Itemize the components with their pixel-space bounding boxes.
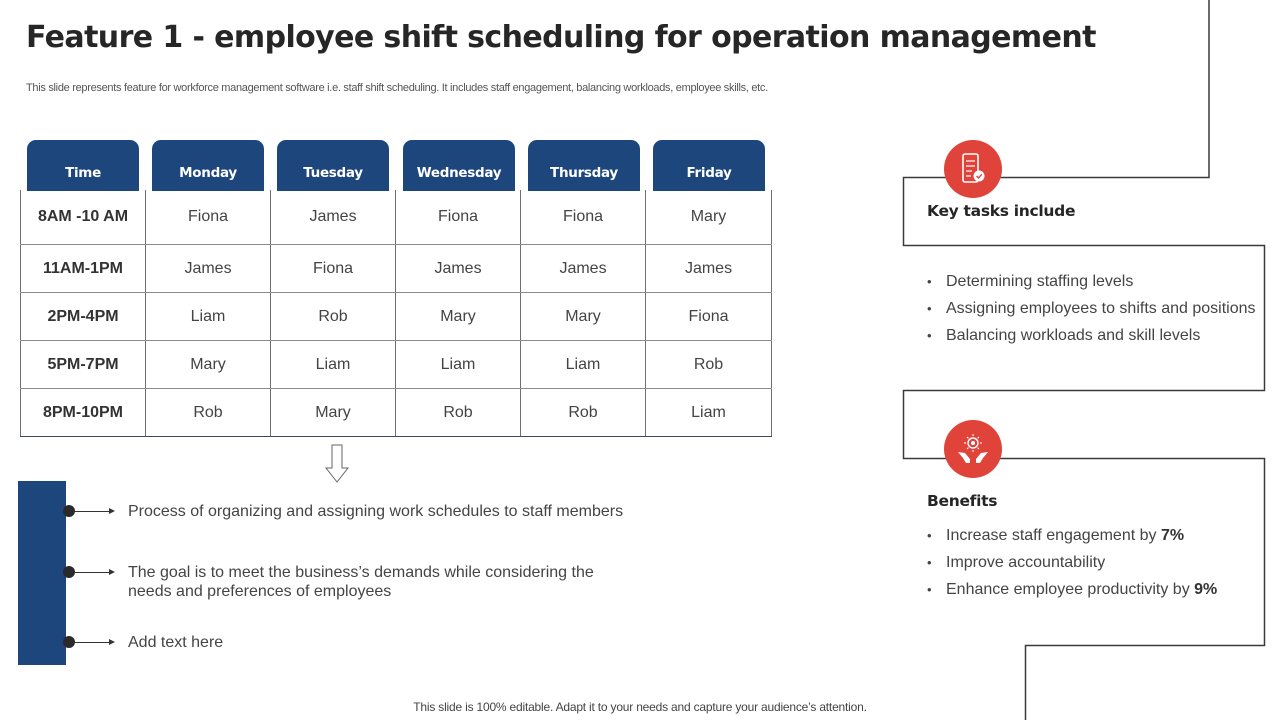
key-tasks-list: [927, 268, 1256, 349]
table-cell: Mary: [521, 293, 646, 340]
benefits-heading: Benefits: [927, 492, 998, 510]
point-text-2: The goal is to meet the business’s demands while considering the needs and preferences of employees: [128, 564, 594, 600]
time-cell: 2PM-4PM: [20, 293, 146, 340]
time-cell: 8AM -10 AM: [20, 190, 146, 244]
column-header-friday: Friday: [653, 140, 765, 191]
time-cell: 11AM-1PM: [20, 245, 146, 292]
key-tasks-icon-badge: [944, 140, 1002, 198]
column-header-thursday: Thursday: [528, 140, 640, 191]
column-header-monday: Monday: [152, 140, 264, 191]
time-cell: 8PM-10PM: [20, 389, 146, 436]
table-cell: Fiona: [521, 190, 646, 244]
table-cell: Mary: [396, 293, 521, 340]
table-cell: Rob: [396, 389, 521, 436]
table-cell: Mary: [146, 341, 271, 388]
table-cell: James: [521, 245, 646, 292]
table-cell: James: [146, 245, 271, 292]
slide-title: Feature 1 - employee shift scheduling for operation management: [26, 20, 1096, 55]
table-cell: Fiona: [396, 190, 521, 244]
column-header-time: Time: [27, 140, 139, 191]
table-cell: James: [271, 190, 396, 244]
column-header-wednesday: Wednesday: [403, 140, 515, 191]
time-cell: 5PM-7PM: [20, 341, 146, 388]
list-item: • Balancing workloads and skill levels: [927, 322, 1256, 349]
footer-note: This slide is 100% editable. Adapt it to your needs and capture your audience’s attention.: [413, 700, 867, 714]
hands-target-icon: [955, 432, 991, 466]
column-header-tuesday: Tuesday: [277, 140, 389, 191]
highlight-value: 9%: [1194, 581, 1218, 598]
key-tasks-heading: Key tasks include: [927, 202, 1076, 220]
table-cell: Mary: [646, 190, 772, 244]
mobile-checklist-icon: [958, 152, 988, 186]
benefits-icon-badge: [944, 420, 1002, 478]
table-cell: Liam: [146, 293, 271, 340]
point-text-1: Process of organizing and assigning work schedules to staff members: [128, 503, 624, 520]
table-cell: Fiona: [146, 190, 271, 244]
table-cell: Rob: [271, 293, 396, 340]
benefits-list: [927, 522, 1217, 603]
slide-subtitle: This slide represents feature for workforce management software i.e. staff shift scheduling. It includes staff engagement, balancing workloads, employee skills, etc.: [26, 82, 768, 94]
table-cell: Rob: [521, 389, 646, 436]
table-cell: Liam: [646, 389, 772, 436]
list-item: • Assigning employees to shifts and positions: [927, 295, 1256, 322]
highlight-value: 7%: [1160, 527, 1185, 544]
table-cell: James: [646, 245, 772, 292]
list-item: • Enhance employee productivity by 9%: [927, 576, 1217, 603]
table-cell: Liam: [396, 341, 521, 388]
point-text-3: Add text here: [128, 634, 224, 651]
table-cell: Mary: [271, 389, 396, 436]
table-cell: Fiona: [271, 245, 396, 292]
table-cell: Liam: [521, 341, 646, 388]
table-cell: Fiona: [646, 293, 772, 340]
table-cell: Liam: [271, 341, 396, 388]
table-cell: Rob: [646, 341, 772, 388]
list-item: • Increase staff engagement by 7%: [927, 522, 1217, 549]
table-cell: James: [396, 245, 521, 292]
table-cell: Rob: [146, 389, 271, 436]
list-item: • Determining staffing levels: [927, 268, 1256, 295]
list-item: • Improve accountability: [927, 549, 1217, 576]
